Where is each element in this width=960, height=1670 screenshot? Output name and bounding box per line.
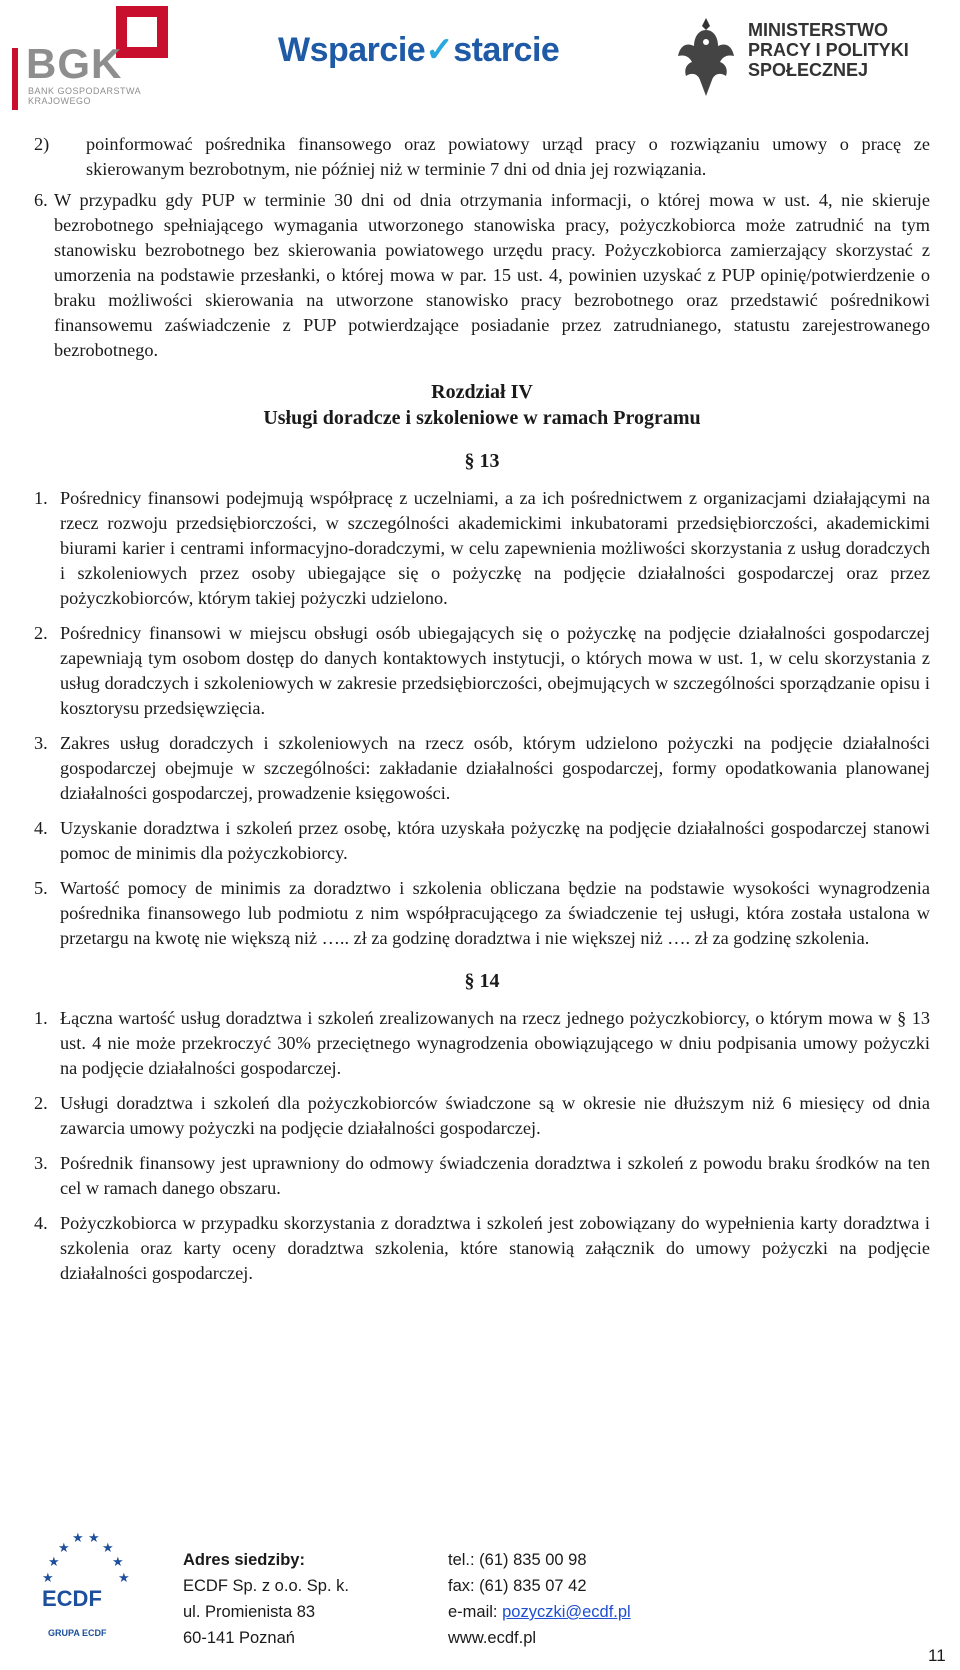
item-number: 4. — [34, 1213, 48, 1233]
list-item — [34, 1091, 930, 1141]
svg-text:★: ★ — [118, 1571, 130, 1586]
item-text: Łączna wartość usług doradztwa i szkoleń zrealizowanych na rzecz jednego pożyczkobiorcy, o którym mowa w § 13 ust. 4 nie może przekroczyć 30% przeciętnego wynagrodzenia obowiązującego w dniu podpisania umowy pożyczki na podjęcie działalności gospodarczej. — [60, 1008, 930, 1078]
paragraph-heading-13: § 13 — [464, 450, 500, 472]
bgk-red-bar — [12, 48, 18, 110]
item-number: 6. — [34, 190, 48, 210]
list-item — [34, 816, 930, 866]
list-item — [34, 876, 930, 951]
item-text: Pożyczkobiorca w przypadku skorzystania z doradztwa i szkoleń jest zobowiązany do wypełnienia karty doradztwa i szkolenia oraz karty oceny doradztwa szkolenia, które stanowią załącznik do umowy pożyczki na podjęcie działalności gospodarczej. — [60, 1213, 930, 1283]
fax-number: fax: (61) 835 07 42 — [448, 1577, 587, 1595]
address-line: 60-141 Poznań — [183, 1629, 295, 1647]
svg-text:★: ★ — [72, 1531, 84, 1546]
paragraph-heading-14: § 14 — [464, 970, 500, 992]
ecdf-logo-text: ECDF — [42, 1586, 102, 1611]
ministry-line-1: MINISTERSTWO — [748, 20, 888, 40]
item-text: Pośrednicy finansowi w miejscu obsługi osób ubiegających się o pożyczkę na podjęcie działalności gospodarczej zapewniają tym osobom dostęp do danych kontaktowych instytucji, o których mowa w ust. 1, w celu skorzystania z usług doradczych i szkoleniowych w zakresie przedsiębiorczości, obejmujących w szczególności sporządzanie opisu i kosztorysu przedsięwzięcia. — [60, 623, 930, 718]
phone-number: tel.: (61) 835 00 98 — [448, 1551, 587, 1569]
wsparcie-logo-part1: Wsparcie — [278, 31, 426, 69]
paragraph-14-list — [34, 1006, 930, 1286]
address-line: ECDF Sp. z o.o. Sp. k. — [183, 1577, 349, 1595]
svg-text:★: ★ — [58, 1541, 70, 1556]
contact-block — [448, 1547, 631, 1651]
website-link[interactable]: www.ecdf.pl — [448, 1629, 537, 1647]
list-item — [34, 731, 930, 806]
item-number: 1. — [34, 1008, 48, 1028]
address-label: Adres siedziby: — [183, 1551, 305, 1569]
svg-text:★: ★ — [42, 1571, 54, 1586]
list-item — [34, 486, 930, 611]
svg-text:★: ★ — [88, 1531, 100, 1546]
item-number: 2. — [34, 1093, 48, 1113]
ecdf-logo — [38, 1530, 134, 1640]
polish-eagle-emblem-icon — [676, 12, 736, 102]
list-item — [34, 1151, 930, 1201]
list-item — [34, 1006, 930, 1081]
bgk-red-square — [116, 6, 168, 58]
item-text: poinformować pośrednika finansowego oraz powiatowy urząd pracy o rozwiązaniu umowy o pracę ze skierowanym bezrobotnym, nie później niż w terminie 7 dni od dnia jej rozwiązania. — [86, 134, 930, 179]
wsparcie-logo-part2: starcie — [453, 31, 560, 69]
document-body — [34, 132, 930, 1296]
chapter-title: Rozdział IV — [431, 381, 533, 403]
ministry-logo-text — [748, 20, 909, 80]
item-text: W przypadku gdy PUP w terminie 30 dni od dnia otrzymania informacji, o której mowa w ust. 4, nie skieruje bezrobotnego spełniającego wymagania utworzonego stanowiska pracy, pożyczkobiorca może zatrudnić na tym stanowisku bezrobotnego bez skierowania powiatowego urzędu pracy. Pożyczkobiorca zamierzający skorzystać z umorzenia na podstawie przesłanki, o której mowa w par. 15 ust. 4, powinien uzyskać z PUP opinię/potwierdzenie o braku możliwości skierowania na utworzone stanowisko pracy bezrobotnego oraz przedstawić pośrednikowi finansowemu zaświadczenie z PUP potwierdzające posiadanie przez zatrudnianego, statustu zarejestrowanego bezrobotnego. — [54, 190, 930, 360]
svg-text:★: ★ — [112, 1555, 124, 1570]
list-item — [34, 188, 930, 363]
item-number: 3. — [34, 1153, 48, 1173]
email-link[interactable]: pozyczki@ecdf.pl — [502, 1603, 631, 1621]
list-item — [34, 621, 930, 721]
chapter-heading — [34, 379, 930, 431]
email-line — [448, 1599, 631, 1625]
paragraph-13-list — [34, 486, 930, 951]
list-item — [34, 132, 930, 182]
item-number: 2) — [34, 134, 50, 154]
ecdf-stars-icon — [38, 1530, 134, 1586]
item-number: 3. — [34, 733, 48, 753]
item-text: Usługi doradztwa i szkoleń dla pożyczkobiorców świadczone są w okresie nie dłuższym niż 6 miesięcy od dnia zawarcia umowy pożyczki na podjęcie działalności gospodarczej. — [60, 1093, 930, 1138]
ministry-line-3: SPOŁECZNEJ — [748, 60, 869, 80]
checkmark-w-icon: ✓ — [425, 31, 454, 69]
item-text: Zakres usług doradczych i szkoleniowych na rzecz osób, którym udzielono pożyczki na podjęcie działalności gospodarczej obejmuje w szczególności: zakładanie działalności gospodarczej, formy opodatkowania planowanej działalności gospodarczej, prowadzenie księgowości. — [60, 733, 930, 803]
chapter-subtitle: Usługi doradcze i szkoleniowe w ramach Programu — [263, 407, 701, 429]
address-line: ul. Promienista 83 — [183, 1603, 316, 1621]
item-text: Uzyskanie doradztwa i szkoleń przez osobę, która uzyskała pożyczkę na podjęcie działalności gospodarczej stanowi pomoc de minimis dla pożyczkobiorcy. — [60, 818, 930, 863]
list-item — [34, 1211, 930, 1286]
svg-text:★: ★ — [48, 1555, 60, 1570]
email-label: e-mail: — [448, 1603, 503, 1621]
ecdf-group-text: GRUPA ECDF — [48, 1628, 107, 1638]
wsparcie-w-starcie-logo-icon — [278, 30, 559, 70]
item-text: Pośrednik finansowy jest uprawniony do odmowy świadczenia doradztwa i szkoleń z powodu braku środków na ten cel w ramach danego obszaru. — [60, 1153, 930, 1198]
item-number: 1. — [34, 488, 48, 508]
page-number: 11 — [928, 1646, 946, 1665]
ministry-line-2: PRACY I POLITYKI — [748, 40, 909, 60]
item-number: 5. — [34, 878, 48, 898]
page-header — [0, 0, 960, 120]
item-number: 2. — [34, 623, 48, 643]
page-footer — [0, 1500, 960, 1670]
item-number: 4. — [34, 818, 48, 838]
bgk-logo-icon — [12, 6, 162, 110]
address-block — [183, 1547, 349, 1651]
item-text: Wartość pomocy de minimis za doradztwo i szkolenia obliczana będzie na podstawie wysokości wynagrodzenia pośrednika finansowego lub podmiotu z nim współpracującego za świadczenie tej usługi, która została ustalona w przetargu na kwotę nie większą niż ….. zł za godzinę doradztwa i nie większej niż …. zł za godzinę szkolenia. — [60, 878, 930, 948]
bgk-logo-subtitle: BANK GOSPODARSTWA KRAJOWEGO — [28, 86, 142, 106]
bgk-logo-text: BGK — [26, 40, 123, 87]
svg-text:★: ★ — [102, 1541, 114, 1556]
item-text: Pośrednicy finansowi podejmują współpracę z uczelniami, a za ich pośrednictwem z organizacjami działającymi na rzecz rozwoju przedsiębiorczości, w szczególności akademickimi inkubatorami przedsiębiorczości, akademickimi biurami karier i centrami informacyjno-doradczymi, w celu zapewnienia możliwości skorzystania z usług doradczych i szkoleniowych przez osoby ubiegające się o pożyczkę na podjęcie działalności gospodarczej oraz przez pożyczkobiorców, którym takiej pożyczki udzielono. — [60, 488, 930, 608]
